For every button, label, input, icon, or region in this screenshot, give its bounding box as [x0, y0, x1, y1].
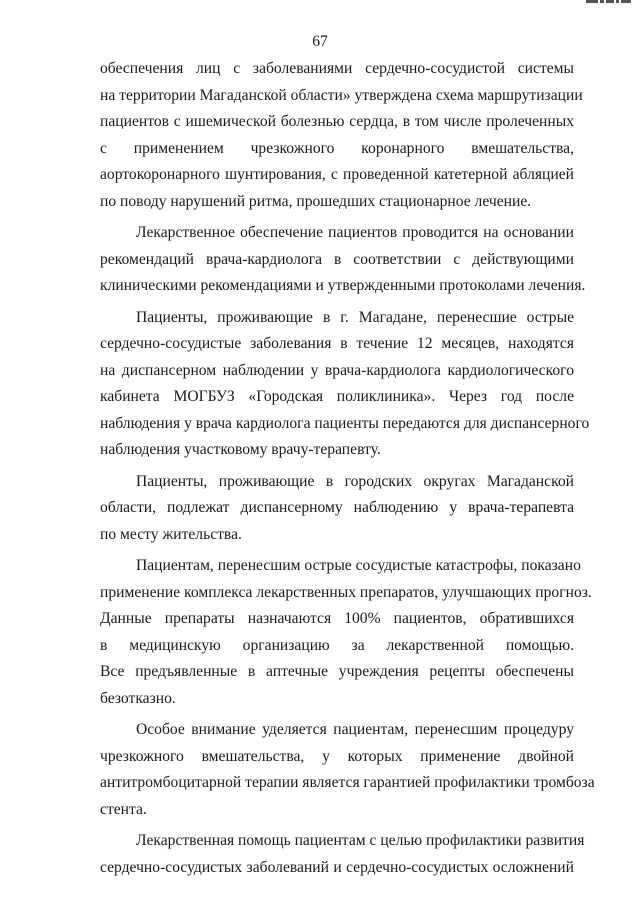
text-line: рекомендаций врача-кардиолога в соответствии с действующими — [100, 250, 574, 268]
text-line: Особое внимание уделяется пациентам, перенесшим процедуру — [136, 721, 574, 738]
text-line: Пациенты, проживающие в г. Магадане, перенесшие острые — [136, 308, 574, 326]
text-line: безотказно. — [100, 689, 176, 707]
text-line: кабинета МОГБУЗ «Городская поликлиника». Через год после — [100, 388, 574, 405]
text-line: в медицинскую организацию за лекарственной помощью. — [100, 636, 574, 654]
text-line: стента. — [100, 800, 147, 818]
text-line: с применением чрезкожного коронарного вмешательства, — [100, 139, 574, 157]
text-line: Пациентам, перенесшим острые сосудистые катастрофы, показано — [136, 557, 581, 574]
text-line: Все предъявленные в аптечные учреждения рецепты обеспечены — [100, 663, 574, 680]
text-line: сердечно-сосудистых заболеваний и сердечно-сосудистых осложнений — [100, 858, 574, 876]
text-line: области, подлежат диспансерному наблюдению у врача-терапевта — [100, 499, 574, 516]
paragraph — [100, 717, 595, 823]
paragraph — [100, 56, 583, 215]
text-line: наблюдения у врача кардиолога пациенты передаются для диспансерного — [100, 414, 590, 432]
paragraph — [100, 469, 574, 549]
text-line: Лекарственное обеспечение пациентов проводится на основании — [136, 224, 574, 241]
text-line: клиническими рекомендациями и утвержденными протоколами лечения. — [100, 277, 586, 294]
text-line: на территории Магаданской области» утверждена схема маршрутизации — [100, 86, 583, 104]
text-line: антитромбоцитарной терапии является гарантией профилактики тромбоза — [100, 774, 595, 791]
scan-corner-mark — [586, 0, 632, 3]
text-line: Данные препараты назначаются 100% пациентов, обратившихся — [100, 610, 574, 627]
text-line: Пациенты, проживающие в городских округах Магаданской — [136, 472, 574, 490]
paragraph — [100, 553, 592, 712]
paragraph — [100, 305, 590, 464]
text-line: пациентов с ишемической болезнью сердца, в том числе пролеченных — [100, 113, 574, 130]
page-number: 67 — [312, 33, 328, 50]
document-body — [100, 56, 595, 881]
text-line: обеспечения лиц с заболеваниями сердечно-сосудистой системы — [100, 60, 574, 77]
text-line: на диспансерном наблюдении у врача-кардиолога кардиологического — [100, 361, 574, 379]
text-line: чрезкожного вмешательства, у которых применение двойной — [100, 747, 574, 765]
text-line: по поводу нарушений ритма, прошедших стационарное лечение. — [100, 192, 532, 210]
text-line: применение комплекса лекарственных препаратов, улучшающих прогноз. — [100, 583, 592, 601]
text-line: Лекарственная помощь пациентам с целью профилактики развития — [136, 832, 585, 849]
text-line: сердечно-сосудистые заболевания в течение 12 месяцев, находятся — [100, 335, 574, 352]
text-line: по месту жительства. — [100, 525, 242, 543]
paragraph — [100, 220, 586, 300]
text-line: наблюдения участковому врачу-терапевту. — [100, 441, 381, 458]
paragraph — [100, 828, 585, 881]
text-line: аортокоронарного шунтирования, с проведенной катетерной абляцией — [100, 166, 574, 183]
